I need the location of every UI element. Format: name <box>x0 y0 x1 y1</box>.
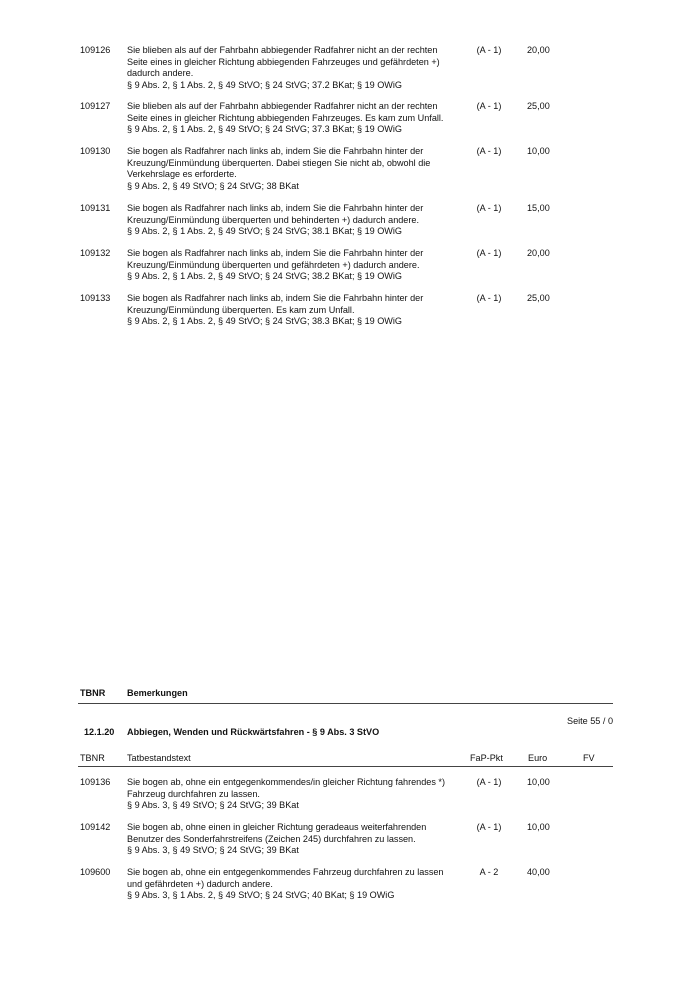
points-value: (A - 1) <box>476 248 502 258</box>
euro-value: 20,00 <box>527 248 550 258</box>
column-header-points: FaP-Pkt <box>470 753 503 763</box>
footer-tbnr-label: TBNR <box>80 688 106 698</box>
euro-value: 10,00 <box>527 777 550 787</box>
text-line: Kreuzung/Einmündung überquerten und behinderten +) dadurch andere. <box>127 214 419 225</box>
text-line: Seite eines in gleicher Richtung abbiegenden Fahrzeuges. Es kam zum Unfall. <box>127 112 444 123</box>
footer-remarks-label: Bemerkungen <box>127 688 188 698</box>
tbnr-code: 109142 <box>80 822 111 832</box>
offense-text <box>127 101 467 136</box>
offense-text <box>127 203 467 238</box>
column-header-text: Tatbestandstext <box>127 753 191 763</box>
text-line: dadurch andere. <box>127 68 194 79</box>
tbnr-code: 109133 <box>80 293 111 303</box>
offense-text <box>127 777 467 812</box>
text-line: § 9 Abs. 2, § 1 Abs. 2, § 49 StVO; § 24 StVG; 37.3 BKat; § 19 OWiG <box>127 124 402 135</box>
text-line: § 9 Abs. 3, § 49 StVO; § 24 StVG; 39 BKat <box>127 800 299 811</box>
text-line: § 9 Abs. 2, § 1 Abs. 2, § 49 StVO; § 24 StVG; 38.2 BKat; § 19 OWiG <box>127 271 402 282</box>
offense-text <box>127 248 467 283</box>
text-line: § 9 Abs. 3, § 49 StVO; § 24 StVG; 39 BKat <box>127 845 299 856</box>
points-value: (A - 1) <box>476 203 502 213</box>
column-header-fv: FV <box>583 753 595 763</box>
points-value: (A - 1) <box>476 822 502 832</box>
text-line: Sie bogen als Radfahrer nach links ab, indem Sie die Fahrbahn hinter der <box>127 146 424 156</box>
footer-divider <box>78 703 613 704</box>
column-header-euro: Euro <box>528 753 548 763</box>
text-line: Kreuzung/Einmündung überquerten und gefährdeten +) dadurch andere. <box>127 259 420 270</box>
column-header-tbnr: TBNR <box>80 753 105 763</box>
text-line: Sie bogen ab, ohne einen in gleicher Richtung geradeaus weiterfahrenden <box>127 822 427 832</box>
tbnr-code: 109127 <box>80 101 111 111</box>
tbnr-code: 109600 <box>80 867 111 877</box>
tbnr-code: 109132 <box>80 248 111 258</box>
euro-value: 20,00 <box>527 45 550 55</box>
text-line: § 9 Abs. 2, § 1 Abs. 2, § 49 StVO; § 24 StVG; 37.2 BKat; § 19 OWiG <box>127 79 402 90</box>
text-line: Sie bogen ab, ohne ein entgegenkommendes/in gleicher Richtung fahrendes *) <box>127 777 445 787</box>
offense-text <box>127 293 467 328</box>
tbnr-code: 109126 <box>80 45 111 55</box>
text-line: Kreuzung/Einmündung überquerten. Dabei stiegen Sie nicht ab, obwohl die <box>127 157 431 168</box>
text-line: Sie bogen als Radfahrer nach links ab, indem Sie die Fahrbahn hinter der <box>127 203 424 213</box>
euro-value: 10,00 <box>527 822 550 832</box>
section-title: Abbiegen, Wenden und Rückwärtsfahren - § 9 Abs. 3 StVO <box>127 727 380 737</box>
offense-text <box>127 822 467 857</box>
points-value: (A - 1) <box>476 146 502 156</box>
text-line: § 9 Abs. 2, § 1 Abs. 2, § 49 StVO; § 24 StVG; 38.1 BKat; § 19 OWiG <box>127 226 402 237</box>
tbnr-code: 109136 <box>80 777 111 787</box>
offense-text <box>127 146 467 192</box>
euro-value: 25,00 <box>527 293 550 303</box>
text-line: Kreuzung/Einmündung überquerten. Es kam zum Unfall. <box>127 304 355 315</box>
text-line: Sie bogen als Radfahrer nach links ab, indem Sie die Fahrbahn hinter der <box>127 293 424 303</box>
page-number: Seite 55 / 0 <box>567 716 614 726</box>
text-line: Sie bogen ab, ohne ein entgegenkommendes Fahrzeug durchfahren zu lassen <box>127 867 444 877</box>
text-line: und gefährdeten +) dadurch andere. <box>127 878 273 889</box>
tbnr-code: 109131 <box>80 203 111 213</box>
points-value: (A - 1) <box>476 777 502 787</box>
text-line: § 9 Abs. 2, § 1 Abs. 2, § 49 StVO; § 24 StVG; 38.3 BKat; § 19 OWiG <box>127 316 402 327</box>
offense-text <box>127 45 467 91</box>
euro-value: 25,00 <box>527 101 550 111</box>
points-value: (A - 1) <box>476 45 502 55</box>
points-value: (A - 1) <box>476 101 502 111</box>
offense-text <box>127 867 467 902</box>
tbnr-code: 109130 <box>80 146 111 156</box>
text-line: Fahrzeug durchfahren zu lassen. <box>127 788 260 799</box>
text-line: Verkehrslage es erforderte. <box>127 169 237 180</box>
text-line: Sie blieben als auf der Fahrbahn abbiegender Radfahrer nicht an der rechten <box>127 45 438 55</box>
text-line: Sie blieben als auf der Fahrbahn abbiegender Radfahrer nicht an der rechten <box>127 101 438 111</box>
text-line: Sie bogen als Radfahrer nach links ab, indem Sie die Fahrbahn hinter der <box>127 248 424 258</box>
euro-value: 40,00 <box>527 867 550 877</box>
points-value: (A - 1) <box>476 293 502 303</box>
euro-value: 15,00 <box>527 203 550 213</box>
text-line: § 9 Abs. 2, § 49 StVO; § 24 StVG; 38 BKat <box>127 180 299 191</box>
euro-value: 10,00 <box>527 146 550 156</box>
points-value: A - 2 <box>479 867 499 877</box>
header-divider <box>78 766 613 767</box>
text-line: Seite eines in gleicher Richtung abbiegenden Fahrzeuges und gefährdeten +) <box>127 56 440 67</box>
section-number: 12.1.20 <box>84 727 115 737</box>
text-line: Benutzer des Sonderfahrstreifens (Zeichen 245) durchfahren zu lassen. <box>127 833 416 844</box>
text-line: § 9 Abs. 3, § 1 Abs. 2, § 49 StVO; § 24 StVG; 40 BKat; § 19 OWiG <box>127 890 395 901</box>
